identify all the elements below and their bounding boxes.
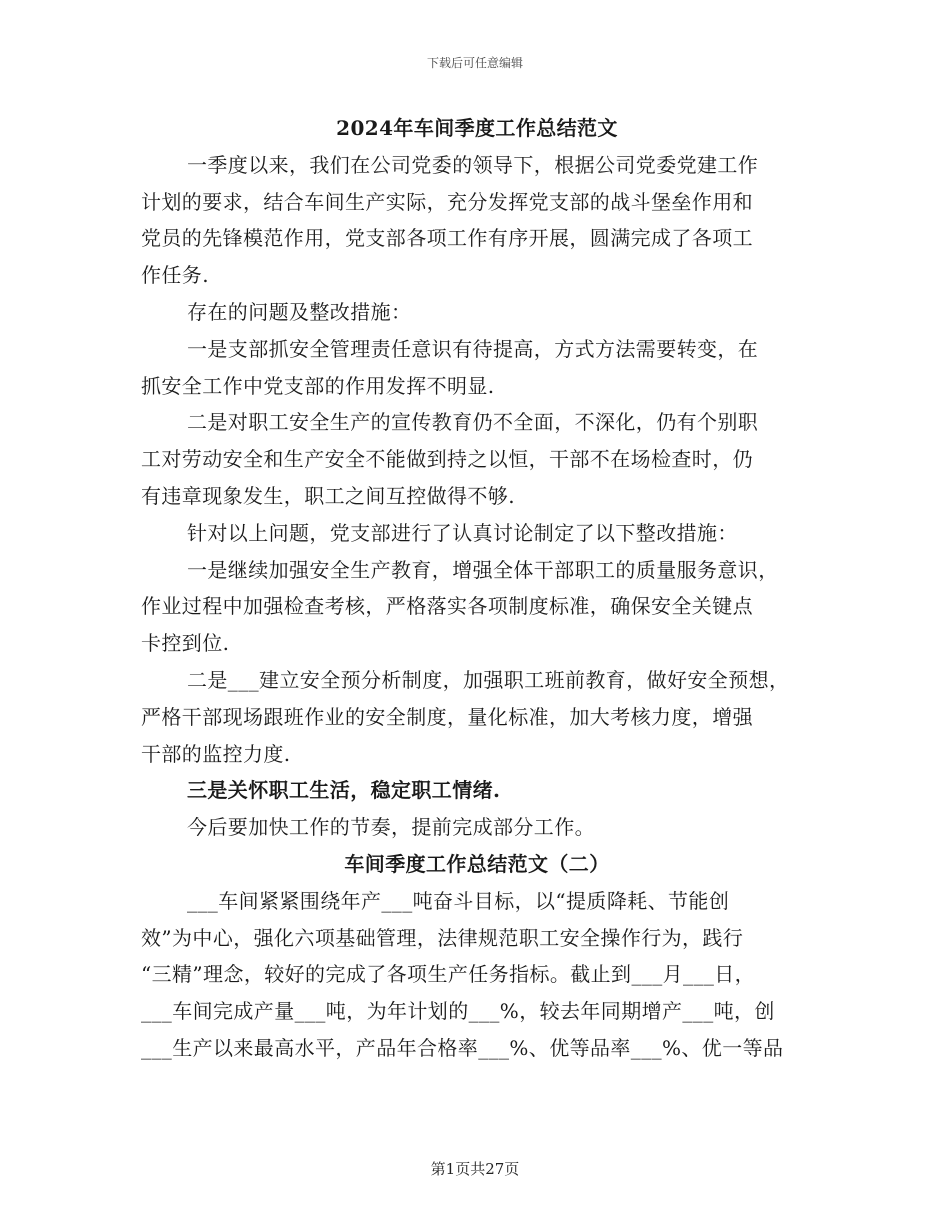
paragraph-line: 干部的监控力度. [141, 741, 291, 766]
paragraph-line: 工对劳动安全和生产安全不能做到持之以恒，干部不在场检查时，仍 [141, 447, 753, 472]
paragraph-line: 效”为中心，强化六项基础管理，法律规范职工安全操作行为，践行 [141, 925, 744, 950]
paragraph-line: 今后要加快工作的节奏，提前完成部分工作。 [187, 815, 595, 840]
paragraph-line: 作任务. [141, 263, 209, 288]
paragraph-line: ___生产以来最高水平，产品年合格率___%、优等品率___%、优一等品 [141, 1035, 784, 1060]
section-title: 车间季度工作总结范文（二） [344, 851, 610, 876]
paragraph-line: 针对以上问题，党支部进行了认真讨论制定了以下整改措施： [187, 520, 738, 545]
document-body [141, 110, 813, 1067]
paragraph-line: “三精”理念，较好的完成了各项生产任务指标。截止到___月___日， [141, 962, 756, 987]
paragraph-line: 有违章现象发生，职工之间互控做得不够. [141, 483, 515, 508]
page-footer: 第1页共27页 [430, 1160, 520, 1178]
paragraph-line: 严格干部现场跟班作业的安全制度，量化标准，加大考核力度，增强 [141, 704, 753, 729]
paragraph-line: 计划的要求，结合车间生产实际，充分发挥党支部的战斗堡垒作用和 [141, 189, 753, 214]
paragraph-line: 作业过程中加强检查考核，严格落实各项制度标准，确保安全关键点 [141, 594, 753, 619]
document-title: 2024年车间季度工作总结范文 [336, 116, 618, 140]
paragraph-line: 存在的问题及整改措施： [187, 299, 412, 324]
paragraph-line: 党员的先锋模范作用，党支部各项工作有序开展，圆满完成了各项工 [141, 226, 753, 251]
paragraph-line: 一季度以来，我们在公司党委的领导下，根据公司党委党建工作 [187, 152, 759, 177]
paragraph-line: ___车间完成产量___吨，为年计划的___%，较去年同期增产___吨，创 [141, 999, 775, 1024]
paragraph-line: 一是支部抓安全管理责任意识有待提高，方式方法需要转变，在 [187, 336, 759, 361]
paragraph-line: 一是继续加强安全生产教育，增强全体干部职工的质量服务意识， [187, 557, 779, 582]
paragraph-line-bold: 三是关怀职工生活，稳定职工情绪. [187, 778, 501, 803]
paragraph-line: ___车间紧紧围绕年产___吨奋斗目标，以“提质降耗、节能创 [187, 888, 730, 913]
paragraph-line: 二是___建立安全预分析制度，加强职工班前教育，做好安全预想， [187, 667, 790, 692]
paragraph-line: 抓安全工作中党支部的作用发挥不明显. [141, 373, 495, 398]
paragraph-line: 二是对职工安全生产的宣传教育仍不全面，不深化，仍有个别职 [187, 410, 759, 435]
page-header-note: 下载后可任意编辑 [426, 56, 523, 70]
paragraph-line: 卡控到位. [141, 631, 230, 656]
